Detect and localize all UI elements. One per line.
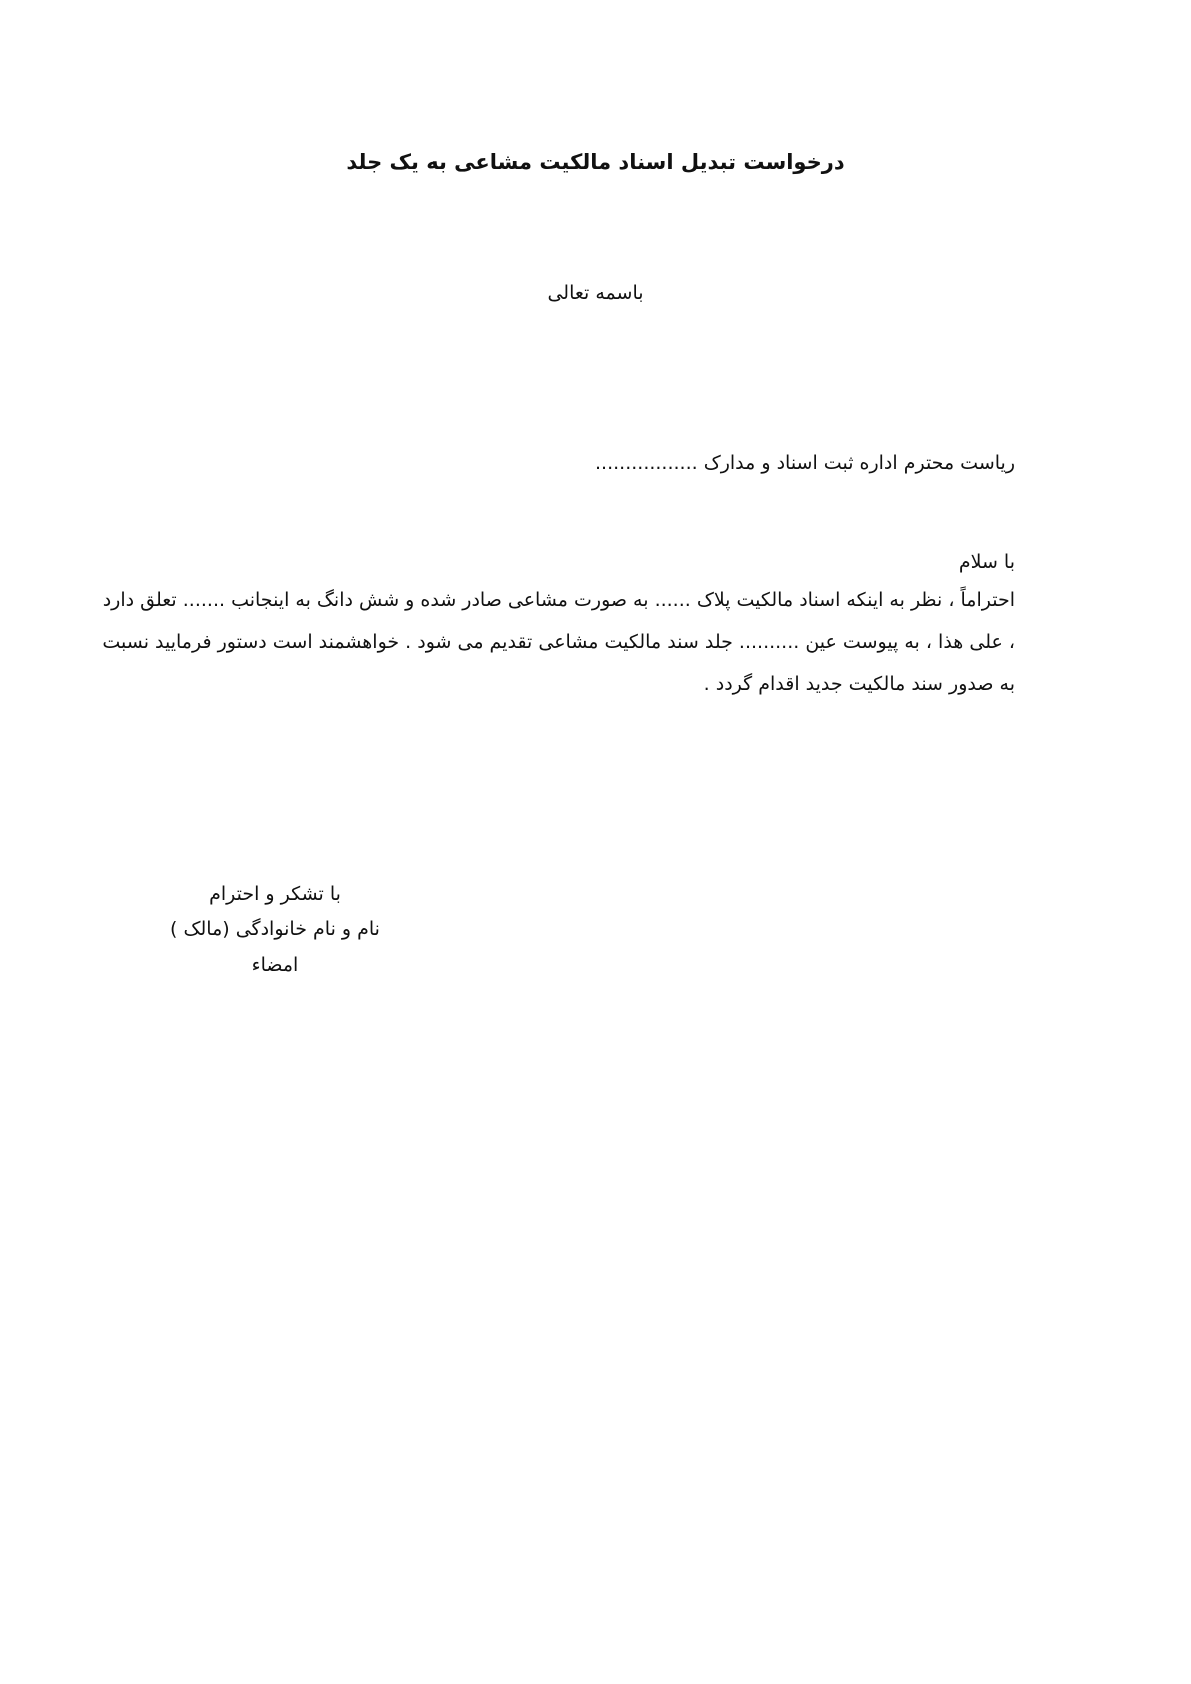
- signature-label: امضاء: [251, 954, 299, 976]
- body-paragraph-line: ، علی هذا ، به پیوست عین .......... جلد سند مالکیت مشاعی تقدیم می شود . خواهشمند است دستور فرمایید نسبت: [102, 631, 1015, 653]
- addressee-line: ریاست محترم اداره ثبت اسناد و مدارک .................: [595, 452, 1015, 474]
- body-paragraph-line: به صدور سند مالکیت جدید اقدام گردد .: [703, 673, 1015, 695]
- body-paragraph-line: احتراماً ، نظر به اینکه اسناد مالکیت پلاک ...... به صورت مشاعی صادر شده و شش دانگ به اینجانب ....... تعلق دارد: [102, 589, 1015, 611]
- owner-name-line: نام و نام خانوادگی (مالک ): [170, 918, 380, 940]
- closing-line: با تشکر و احترام: [209, 883, 341, 905]
- document-title: درخواست تبدیل اسناد مالکیت مشاعی به یک جلد: [346, 150, 845, 174]
- greeting-line: با سلام: [958, 551, 1015, 573]
- invocation-line: باسمه تعالی: [547, 282, 644, 304]
